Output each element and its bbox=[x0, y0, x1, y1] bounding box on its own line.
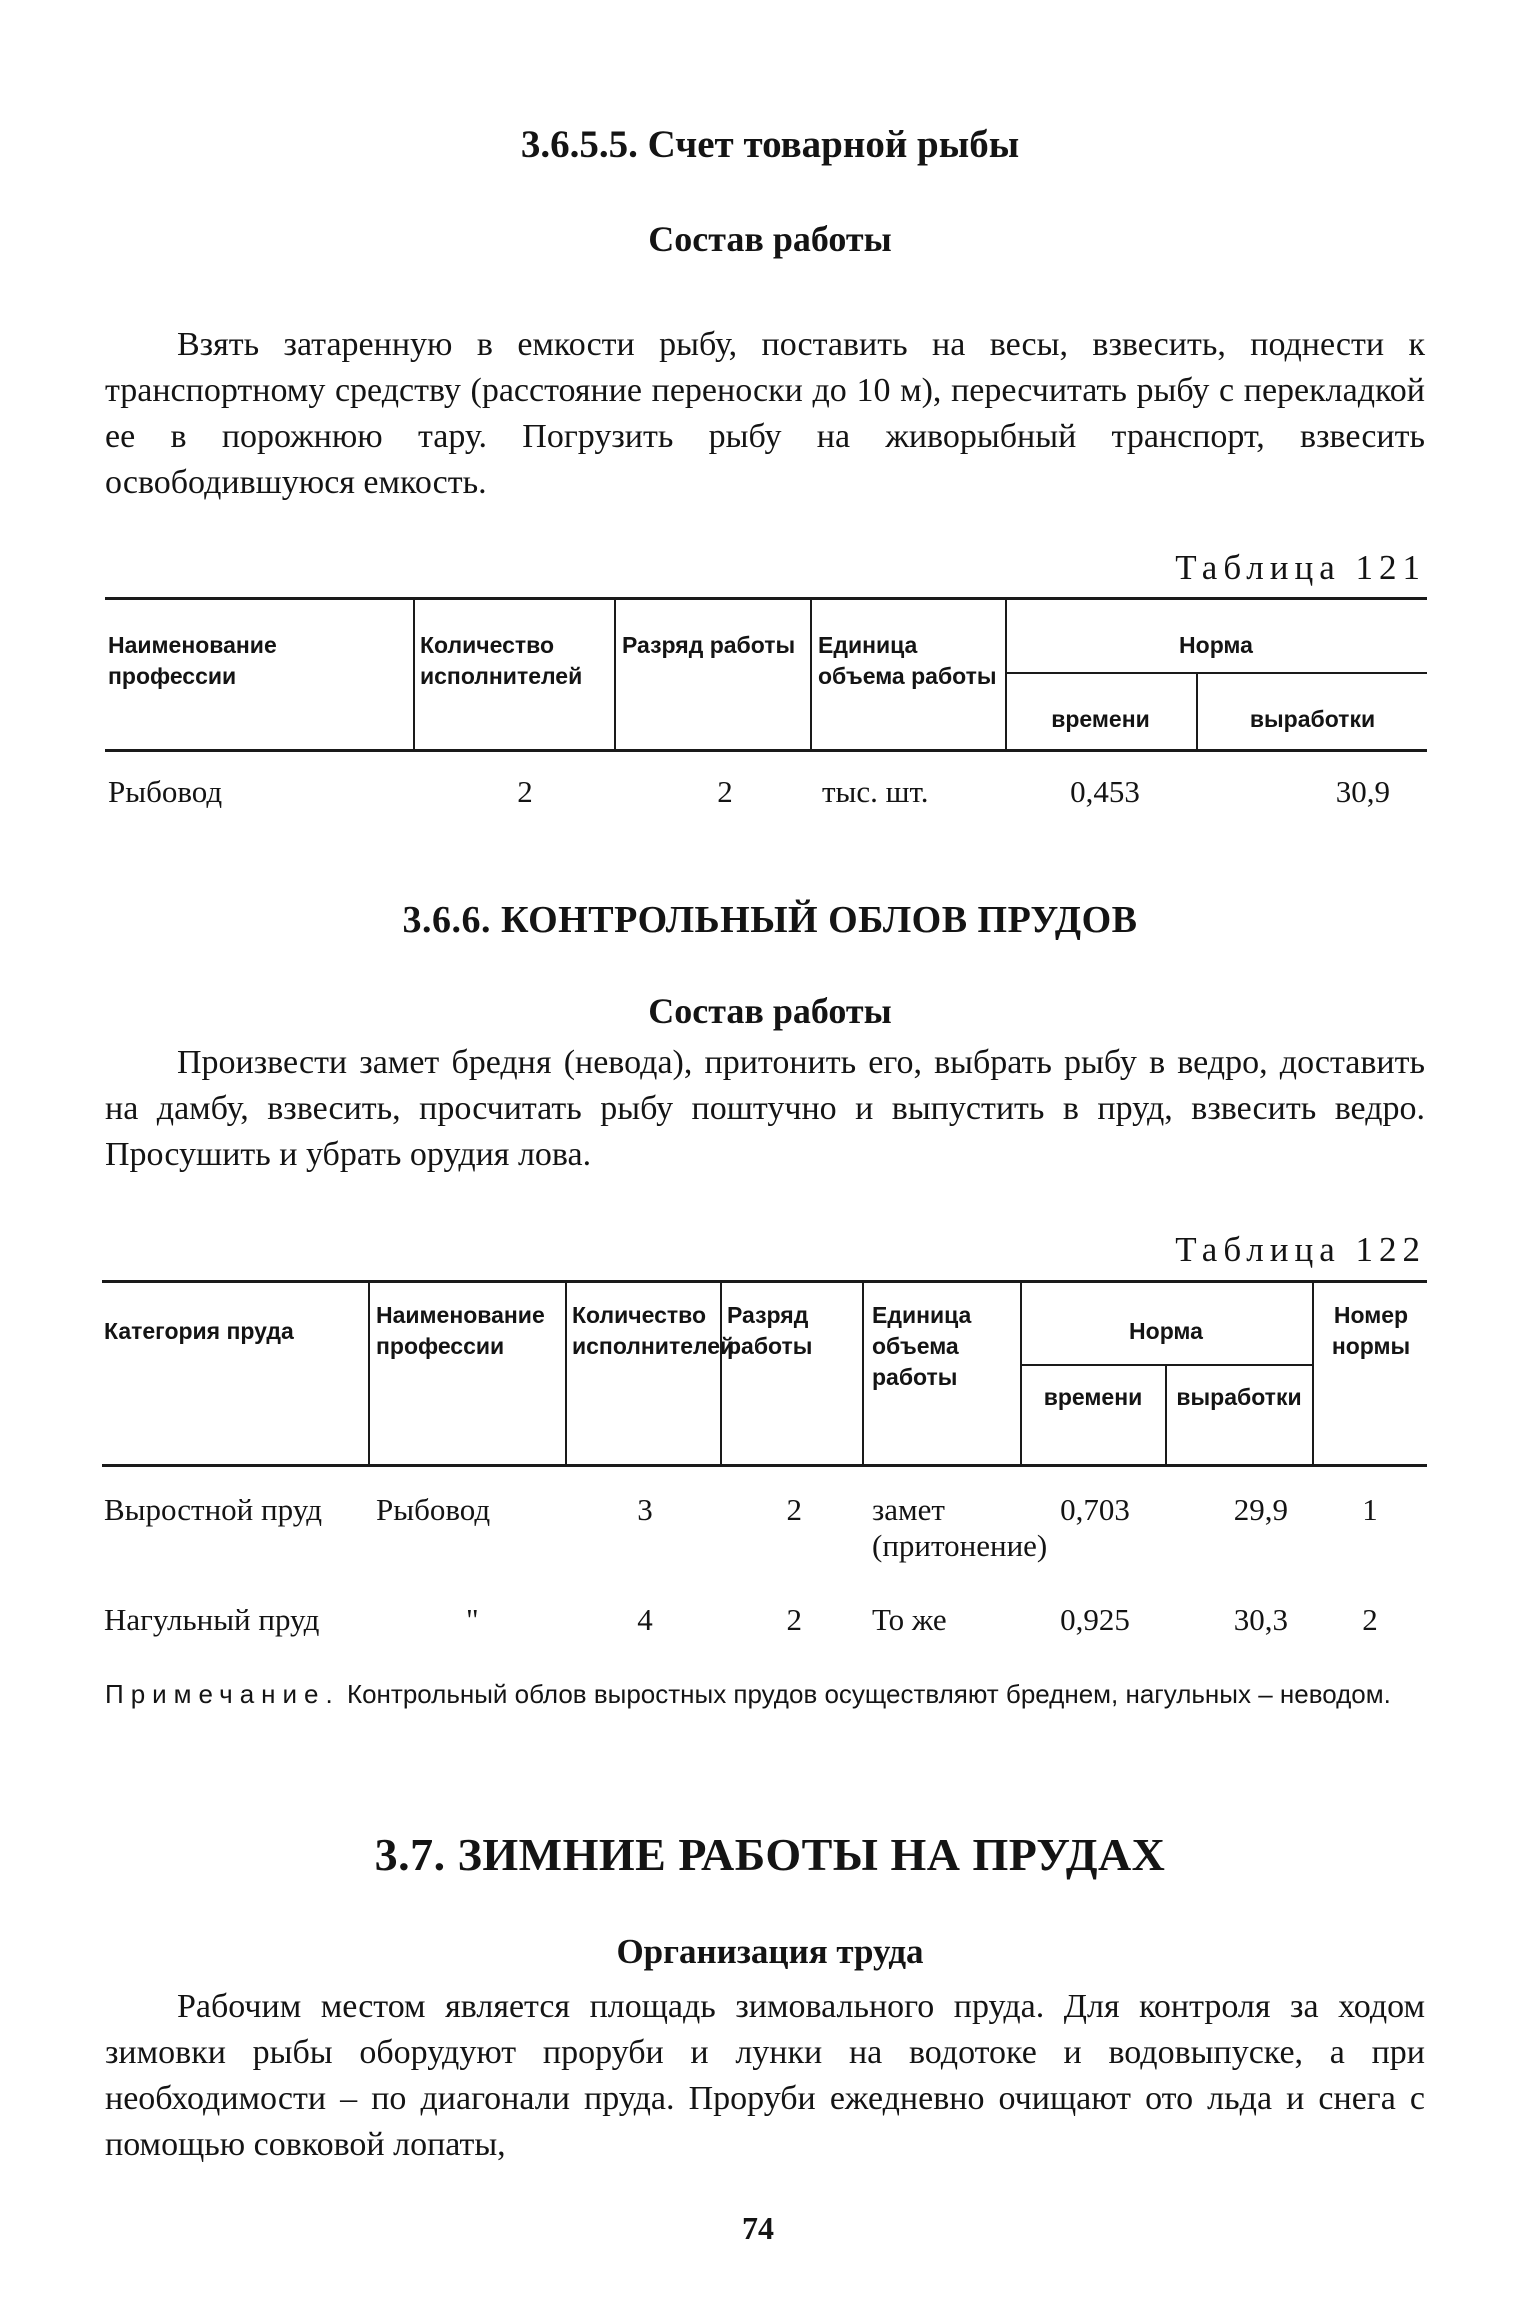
cell-output: 30,9 bbox=[1335, 774, 1390, 809]
cell-grade: 2 bbox=[786, 1602, 802, 1637]
column-header-grade: Разряд работы bbox=[727, 1302, 813, 1359]
cell-count: 3 bbox=[637, 1492, 653, 1527]
cell-count: 4 bbox=[637, 1602, 653, 1637]
cell-profession: " bbox=[466, 1602, 479, 1637]
page-number: 74 bbox=[742, 2210, 774, 2246]
cell-unit: То же bbox=[872, 1602, 947, 1637]
column-divider bbox=[1312, 1282, 1314, 1464]
section-subheading: Состав работы bbox=[648, 219, 892, 259]
table-top-rule bbox=[105, 597, 1427, 600]
section-heading-3-6-5-5: 3.6.5.5. Счет товарной рыбы bbox=[520, 123, 1020, 166]
section-heading-3-6-6: 3.6.6. КОНТРОЛЬНЫЙ ОБЛОВ ПРУДОВ bbox=[402, 899, 1138, 941]
column-divider bbox=[862, 1282, 864, 1464]
column-header-norm: Норма bbox=[1129, 1318, 1203, 1344]
cell-grade: 2 bbox=[717, 774, 733, 809]
cell-time: 0,703 bbox=[1060, 1492, 1130, 1527]
table-caption: Таблица 121 bbox=[1175, 548, 1426, 587]
column-header-time: времени bbox=[1051, 706, 1150, 732]
cell-profession: Рыбовод bbox=[108, 774, 223, 809]
note-label: Примечание. bbox=[105, 1679, 340, 1709]
cell-category: Нагульный пруд bbox=[104, 1602, 320, 1637]
cell-profession: Рыбовод bbox=[376, 1492, 491, 1527]
paragraph: Взять затаренную в емкости рыбу, поставить на весы, взвесить, поднести к транспортному средству (расстояние переноски до 10 м), пересчитать рыбу с перекладкой ее в порожнюю тару. Погрузить рыбу на живорыбный транспорт, взвесить освободившуюся емкость. bbox=[105, 326, 1425, 501]
column-header-unit: Единица объема работы bbox=[872, 1302, 972, 1390]
norm-sub-rule bbox=[1005, 672, 1427, 674]
column-header-grade: Разряд работы bbox=[622, 632, 796, 658]
column-header-category: Категория пруда bbox=[104, 1318, 294, 1344]
table-caption: Таблица 122 bbox=[1175, 1230, 1426, 1269]
cell-output: 29,9 bbox=[1233, 1492, 1288, 1527]
column-header-profession: Наименование профессии bbox=[376, 1302, 545, 1359]
cell-number: 1 bbox=[1362, 1492, 1378, 1527]
cell-number: 2 bbox=[1362, 1602, 1378, 1637]
table-top-rule bbox=[102, 1280, 1427, 1283]
cell-output: 30,3 bbox=[1233, 1602, 1288, 1637]
table-note bbox=[105, 1677, 1425, 1711]
section-subheading: Состав работы bbox=[648, 991, 892, 1031]
table-header-rule bbox=[105, 749, 1427, 752]
note-text: Контрольный облов выростных прудов осуществляют бреднем, нагульных – неводом. bbox=[346, 1679, 1391, 1709]
paragraph: Произвести замет бредня (невода), притонить его, выбрать рыбу в ведро, доставить на дамбу, взвесить, просчитать рыбу поштучно и выпустить в пруд, взвесить ведро. Просушить и убрать орудия лова. bbox=[105, 1044, 1425, 1173]
cell-time: 0,453 bbox=[1070, 774, 1140, 809]
column-divider bbox=[368, 1282, 370, 1464]
cell-time: 0,925 bbox=[1060, 1602, 1130, 1637]
column-divider bbox=[1165, 1366, 1167, 1464]
column-header-count: Количество исполнителей bbox=[572, 1302, 735, 1359]
column-divider bbox=[1020, 1282, 1022, 1464]
column-header-number: Номер нормы bbox=[1331, 1302, 1411, 1359]
column-header-output: выработки bbox=[1176, 1384, 1302, 1410]
column-divider bbox=[614, 599, 616, 749]
cell-unit: замет (притонение) bbox=[872, 1492, 1048, 1563]
cell-category: Выростной пруд bbox=[104, 1492, 323, 1527]
column-divider bbox=[720, 1282, 722, 1464]
cell-count: 2 bbox=[517, 774, 533, 809]
column-header-output: выработки bbox=[1249, 706, 1376, 732]
cell-grade: 2 bbox=[786, 1492, 802, 1527]
column-divider bbox=[565, 1282, 567, 1464]
column-header-norm: Норма bbox=[1179, 632, 1253, 658]
column-header-unit: Единица объема работы bbox=[818, 632, 997, 689]
paragraph: Рабочим местом является площадь зимовального пруда. Для контроля за ходом зимовки рыбы оборудуют проруби и лунки на водотоке и водовыпуске, а при необходимости – по диагонали пруда. Проруби ежедневно очищают ото льда и снега с помощью совковой лопаты, bbox=[105, 1988, 1425, 2163]
section-subheading: Организация труда bbox=[616, 1932, 924, 1971]
column-header-count: Количество исполнителей bbox=[420, 632, 583, 689]
column-divider bbox=[810, 599, 812, 749]
column-divider bbox=[413, 599, 415, 749]
section-heading-3-7: 3.7. ЗИМНИЕ РАБОТЫ НА ПРУДАХ bbox=[374, 1829, 1166, 1880]
column-header-time: времени bbox=[1043, 1384, 1143, 1410]
table-header-rule bbox=[102, 1464, 1427, 1467]
column-header-profession: Наименование профессии bbox=[108, 632, 277, 689]
cell-unit: тыс. шт. bbox=[822, 774, 929, 809]
